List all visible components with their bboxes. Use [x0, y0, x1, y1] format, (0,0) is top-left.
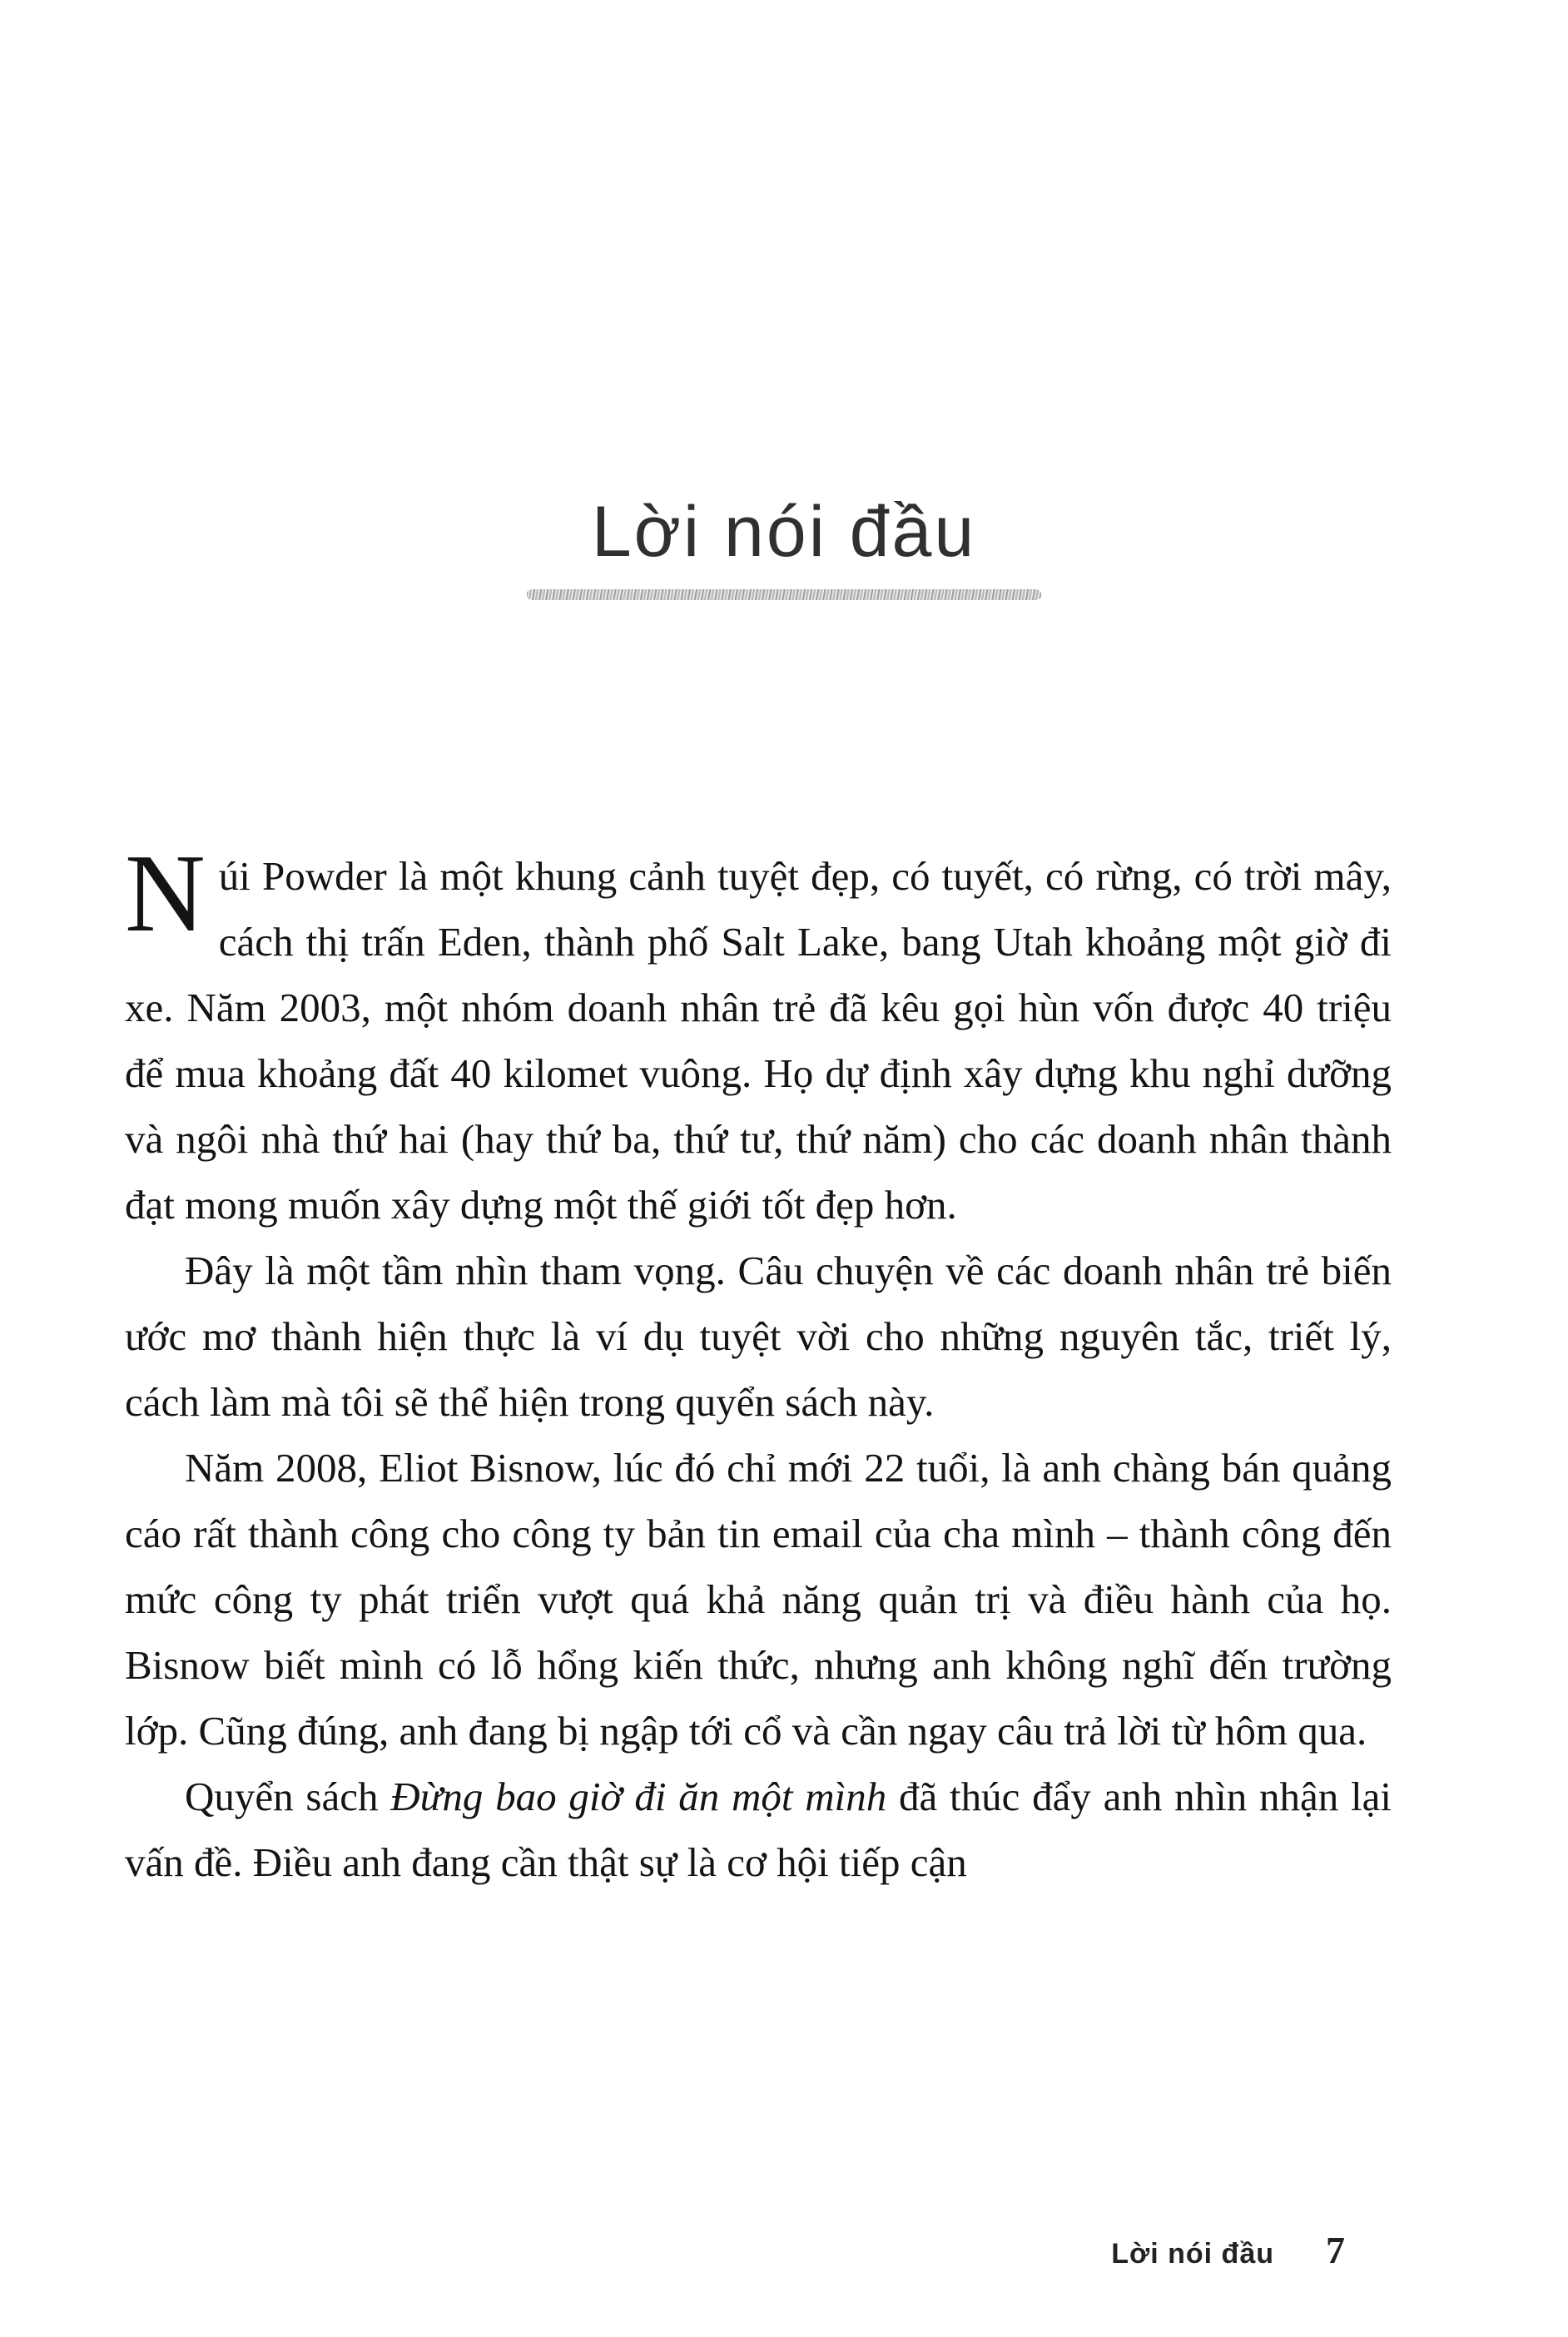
- paragraph: [125, 1764, 1392, 1895]
- page-footer: [1111, 2228, 1345, 2272]
- footer-page-number: 7: [1326, 2229, 1345, 2271]
- chapter-title-block: [0, 0, 1568, 600]
- drop-cap: N: [125, 831, 206, 955]
- paragraph: [125, 831, 1392, 1238]
- paragraph: Năm 2008, Eliot Bisnow, lúc đó chỉ mới 22 tuổi, là anh chàng bán quảng cáo rất thành công cho công ty bản tin email của cha mình – thành công đến mức công ty phát triển vượt quá khả năng quản trị và điều hành của họ. Bisnow biết mình có lỗ hổng kiến thức, nhưng anh không nghĩ đến trường lớp. Cũng đúng, anh đang bị ngập tới cổ và cần ngay câu trả lời từ hôm qua.: [125, 1445, 1392, 1754]
- paragraph-text: úi Powder là một khung cảnh tuyệt đẹp, có tuyết, có rừng, có trời mây, cách thị trấn Eden, thành phố Salt Lake, bang Utah khoảng một giờ đi xe. Năm 2003, một nhóm doanh nhân trẻ đã kêu gọi hùn vốn được 40 triệu để mua khoảng đất 40 kilomet vuông. Họ dự định xây dựng khu nghỉ dưỡng và ngôi nhà thứ hai (hay thứ ba, thứ tư, thứ năm) cho các doanh nhân thành đạt mong muốn xây dựng một thế giới tốt đẹp hơn.: [125, 853, 1392, 1228]
- footer-section-label: Lời nói đầu: [1111, 2238, 1274, 2270]
- paragraph-text: đã thúc đẩy anh nhìn nhận lại vấn đề. Điều anh đang cần thật sự là cơ hội tiếp cận: [125, 1774, 1392, 1885]
- page-title: Lời nói đầu: [591, 492, 977, 572]
- body-text: [125, 831, 1392, 1895]
- title-underline-decoration: [527, 589, 1041, 600]
- paragraph: Đây là một tầm nhìn tham vọng. Câu chuyện về các doanh nhân trẻ biến ước mơ thành hiện thực là ví dụ tuyệt vời cho những nguyên tắc, triết lý, cách làm mà tôi sẽ thể hiện trong quyển sách này.: [125, 1248, 1392, 1425]
- paragraph-text: Quyển sách: [185, 1774, 391, 1819]
- book-title-italic: Đừng bao giờ đi ăn một mình: [390, 1774, 887, 1819]
